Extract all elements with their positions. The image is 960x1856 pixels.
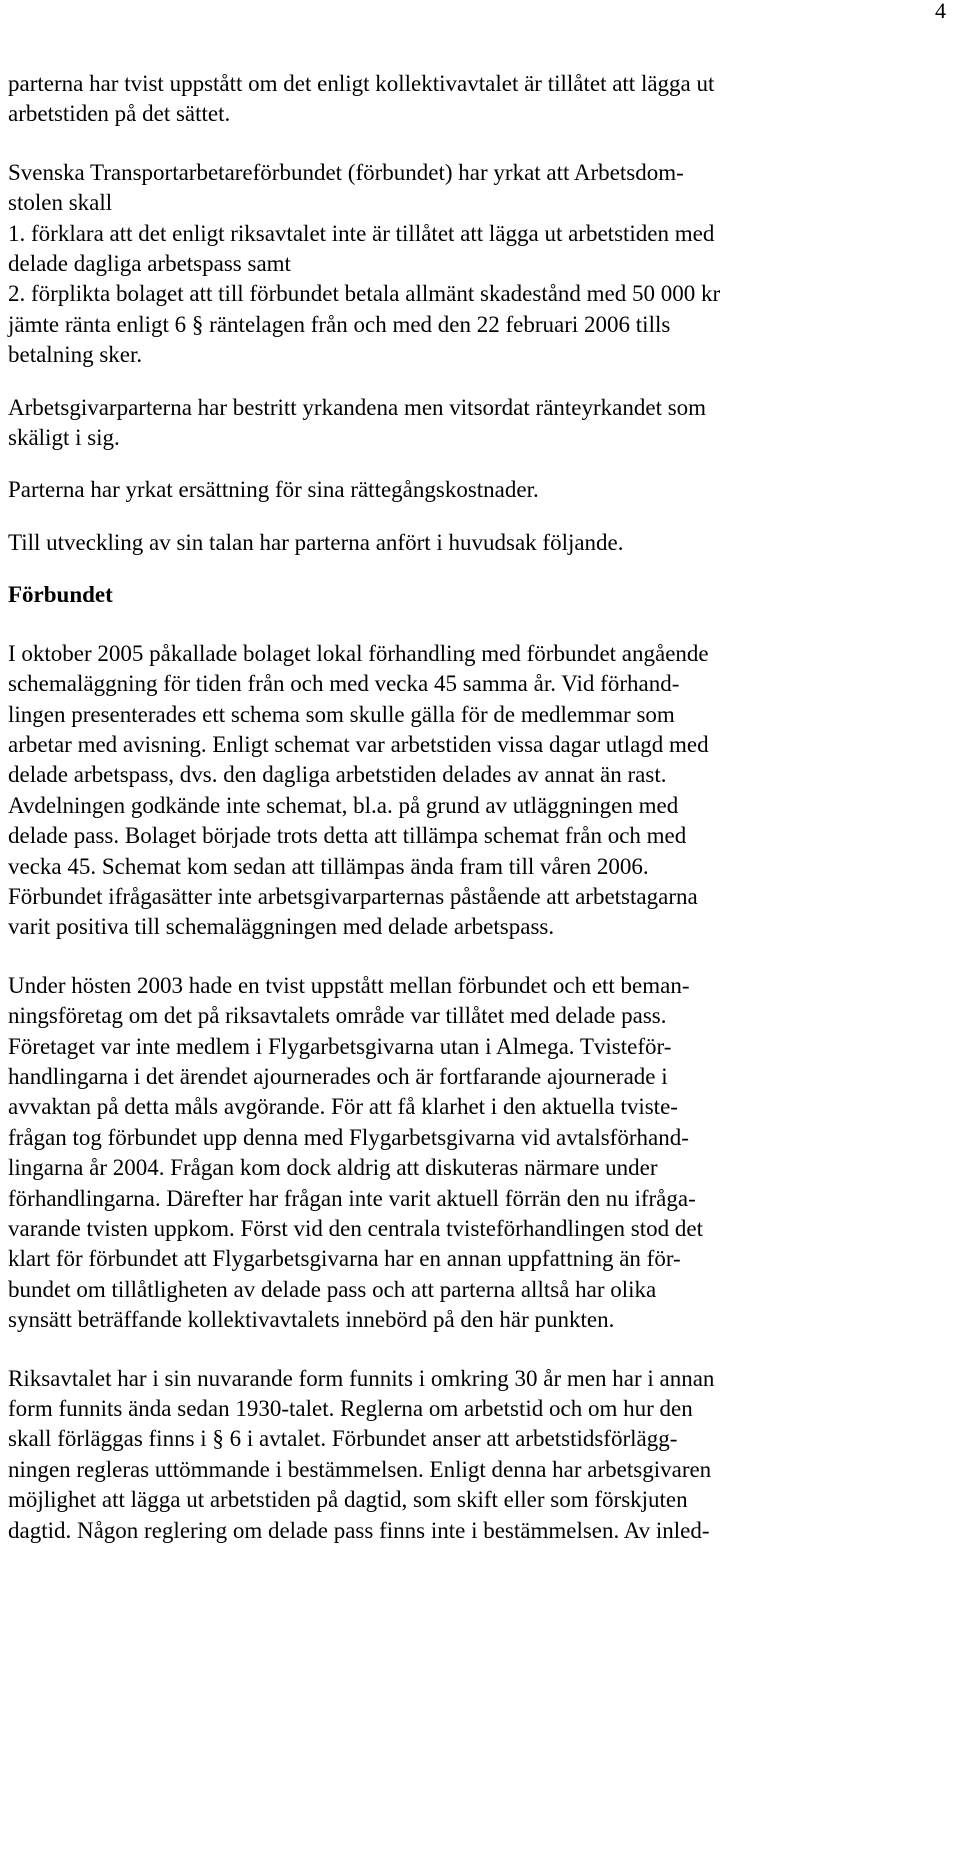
text-line: Svenska Transportarbetareförbundet (förbundet) har yrkat att Arbetsdom- <box>8 159 684 185</box>
text-line: arbetar med avisning. Enligt schemat var arbetstiden vissa dagar utlagd med <box>8 731 709 757</box>
text-line: I oktober 2005 påkallade bolaget lokal förhandling med förbundet angående <box>8 640 709 666</box>
text-line: varit positiva till schemaläggningen med delade arbetspass. <box>8 914 555 940</box>
text-line: stolen skall <box>8 190 113 216</box>
text-line: Under hösten 2003 hade en tvist uppstått mellan förbundet och ett beman- <box>8 972 690 998</box>
text-line: frågan tog förbundet upp denna med Flygarbetsgivarna vid avtalsförhand- <box>8 1124 689 1150</box>
text-line: Riksavtalet har i sin nuvarande form funnits i omkring 30 år men har i annan <box>8 1365 715 1391</box>
text-line: dagtid. Någon reglering om delade pass finns inte i bestämmelsen. Av inled- <box>8 1517 710 1543</box>
text-line: möjlighet att lägga ut arbetstiden på dagtid, som skift eller som förskjuten <box>8 1487 688 1513</box>
text-line: förhandlingarna. Därefter har frågan inte varit aktuell förrän den nu ifråga- <box>8 1185 696 1211</box>
claim-item: 1. förklara att det enligt riksavtalet inte är tillåtet att lägga ut arbetstiden med <box>8 220 715 246</box>
text-line: skall förläggas finns i § 6 i avtalet. Förbundet anser att arbetstidsförlägg- <box>8 1426 678 1452</box>
text-line: schemaläggning för tiden från och med vecka 45 samma år. Vid förhand- <box>8 671 680 697</box>
text-line: skäligt i sig. <box>8 425 120 451</box>
claim-item: 2. förplikta bolaget att till förbundet betala allmänt skadestånd med 50 000 kr <box>8 281 721 307</box>
paragraph <box>8 639 948 943</box>
section-heading: Förbundet <box>8 582 113 608</box>
text-line: parterna har tvist uppstått om det enligt kollektivavtalet är tillåtet att lägga ut <box>8 71 715 96</box>
text-line: jämte ränta enligt 6 § räntelagen från och med den 22 februari 2006 tills <box>8 311 671 337</box>
document-body <box>8 69 948 1546</box>
text-line: form funnits ända sedan 1930-talet. Reglerna om arbetstid och om hur den <box>8 1396 693 1422</box>
text-line: varande tvisten uppkom. Först vid den centrala tvisteförhandlingen stod det <box>8 1216 703 1241</box>
text-line: klart för förbundet att Flygarbetsgivarna har en annan uppfattning än för- <box>8 1246 681 1272</box>
text-line: Företaget var inte medlem i Flygarbetsgivarna utan i Almega. Tvisteför- <box>8 1033 672 1059</box>
paragraph <box>8 69 948 130</box>
text-line: arbetstiden på det sättet. <box>8 101 231 127</box>
text-line: delade pass. Bolaget började trots detta att tillämpa schemat från och med <box>8 823 687 849</box>
text-line: bundet om tillåtligheten av delade pass och att parterna alltså har olika <box>8 1276 657 1302</box>
text-line: Arbetsgivarparterna har bestritt yrkandena men vitsordat ränteyrkandet som <box>8 394 707 420</box>
text-line: ningen regleras uttömmande i bestämmelsen. Enligt denna har arbetsgivaren <box>8 1456 712 1482</box>
text-line: delade arbetspass, dvs. den dagliga arbetstiden delades av annat än rast. <box>8 762 667 788</box>
paragraph <box>8 528 948 558</box>
text-line: Förbundet ifrågasätter inte arbetsgivarparternas påstående att arbetstagarna <box>8 883 698 909</box>
text-line: Parterna har yrkat ersättning för sina rättegångskostnader. <box>8 477 539 503</box>
text-line: synsätt beträffande kollektivavtalets innebörd på den här punkten. <box>8 1307 615 1333</box>
text-line: lingen presenterades ett schema som skulle gälla för de medlemmar som <box>8 701 675 727</box>
text-line: Avdelningen godkände inte schemat, bl.a. på grund av utläggningen med <box>8 792 679 818</box>
text-line: ningsföretag om det på riksavtalets område var tillåtet med delade pass. <box>8 1003 667 1029</box>
text-line: handlingarna i det ärendet ajournerades och är fortfarande ajournerade i <box>8 1063 668 1089</box>
text-line: vecka 45. Schemat kom sedan att tillämpas ända fram till våren 2006. <box>8 853 649 879</box>
page-number: 4 <box>935 0 946 23</box>
paragraph <box>8 1364 948 1546</box>
text-line: Till utveckling av sin talan har parterna anfört i huvudsak följande. <box>8 529 624 555</box>
paragraph <box>8 475 948 505</box>
text-line: delade dagliga arbetspass samt <box>8 251 291 277</box>
paragraph <box>8 158 948 371</box>
paragraph <box>8 971 948 1336</box>
text-line: lingarna år 2004. Frågan kom dock aldrig att diskuteras närmare under <box>8 1155 658 1181</box>
text-line: betalning sker. <box>8 342 143 368</box>
paragraph <box>8 393 948 454</box>
text-line: avvaktan på detta måls avgörande. För att få klarhet i den aktuella tviste- <box>8 1094 678 1120</box>
